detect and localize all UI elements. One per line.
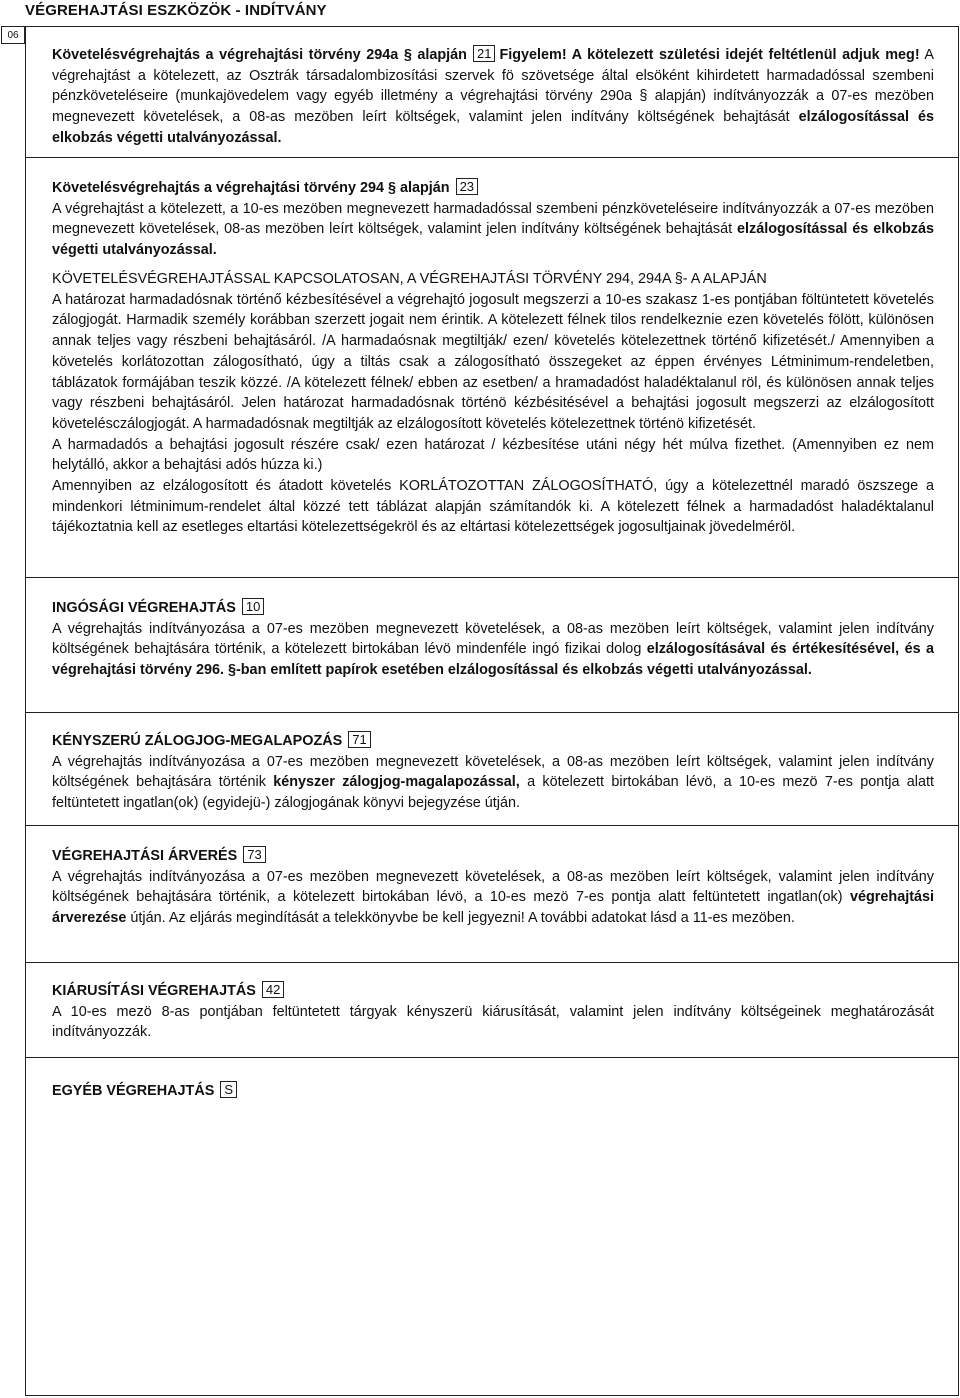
section-kenyszer-body2: a kötelezett birtokában lévö, a 10-es mezö 7-es pontja alatt feltüntetett ingatlan(ok) (egyidejü-) zálogjogának könyvi bejegyzése útján.: [52, 774, 934, 812]
section-kiarusitasi-heading: [52, 981, 934, 1002]
section-notes-p1: A határozat harmadadósnak történő kézbesítésével a végrehajtó jogosult megszerzi a 10-es szakasz 1-es pontjában föltüntetett követelés zálogjogát. Harmadik személy korábban szerzett jogait nem érintik. A kötelezett félnek tilos rendelkeznie ezen követelés fölött, különösen annak teljes vagy részbeni behajtásáról. /A harmadaósnak megtiltják/ ezen/ követelés kötelezettnek történő kifizetését./ Amennyiben a követelés korlátozottan zálogosítható, úgy a tiltás csak a zálogosítható összegeket az éppen érvényes Létminimum-rendeletben, táblázatok formájában teszik közzé. /A kötelezett félnek/ ebben az esetben/ a hramadadóst haladéktalanul röl, és különösen annak teljes vagy részbeni behajtásáról. Jelen határozat harmadadósnak történö kézbésitésével a behajtási jogosult megszerzi az elzálogosított követelésczálogjogát. A harmadadósnak megtiltják az elzálogosított követelés kötelezettnek történö kifizetését.: [52, 291, 934, 432]
section-egyeb-heading: [52, 1081, 934, 1102]
section-294a-title: Követelésvégrehajtás a végrehajtási törvény 294a § alapján: [52, 47, 467, 63]
section-294a-body: A végrehajtást a kötelezett, az Osztrák társadalombizosítási szervek fö szövetsége által elsöként kihirdetett harmadadóssal szembeni pénzköveteléseire (munkajövedelem vagy egyéb illetmény a végrehajtási törvény 290a § alapján) indítványozzák a 07-es mezöben megnevezett követelések, a 08-as mezöben leírt költségek, valamint jelen indítvány költségének behajtását: [52, 47, 934, 126]
section-arveres-title: VÉGREHAJTÁSI ÁRVERÉS: [52, 848, 238, 864]
section-notes-p2: A harmadadós a behajtási jogosult részére csak/ ezen határozat / kézbesítése utáni négy hét múlva fizethet. (Amennyiben ez nem helytálló, akkor a behajtási adós húzza ki.): [52, 436, 934, 474]
divider: [25, 157, 959, 158]
section-294-heading: [52, 178, 934, 199]
code-box-71: 71: [348, 731, 370, 748]
section-arveres-heading: [52, 846, 934, 867]
page-number-tab: 06: [1, 26, 25, 44]
section-294a-text: [52, 45, 934, 149]
section-kenyszer: [52, 731, 934, 814]
divider: [25, 962, 959, 963]
section-kenyszer-title: KÉNYSZERÚ ZÁLOGJOG-MEGALAPOZÁS: [52, 733, 343, 749]
section-294-title: Követelésvégrehajtás a végrehajtási törvény 294 § alapján: [52, 180, 450, 196]
section-arveres-bold: végrehajtási árverezése: [52, 889, 934, 927]
section-kenyszer-body1: A végrehajtás indítványozása a 07-es mezöben megnevezett követelések, a 08-as mezöben leírt költségek, valamint jelen indítvány költségének behajtására történik: [52, 753, 934, 791]
section-ingosagi-title: INGÓSÁGI VÉGREHAJTÁS: [52, 600, 236, 616]
divider: [25, 825, 959, 826]
code-box-s: S: [220, 1081, 237, 1098]
section-egyeb-title: EGYÉB VÉGREHAJTÁS: [52, 1083, 215, 1099]
section-kiarusitasi-text: A 10-es mezö 8-as pontjában feltüntetett tárgyak kényszerü kiárusítását, valamint jelen indítvány költségeinek meghatározását indítványozzák.: [52, 1003, 934, 1041]
section-ingosagi-bold: elzálogosításával és értékesítésével, és a végrehajtási törvény 296. §-ban említett papírok esetében elzálogosítással és elkobzás végetti utalványozással.: [52, 641, 934, 679]
code-box-42: 42: [262, 981, 284, 998]
section-arveres: [52, 846, 934, 929]
section-kiarusitasi-title: KIÁRUSÍTÁSI VÉGREHAJTÁS: [52, 983, 256, 999]
section-294: [52, 178, 934, 261]
divider: [25, 577, 959, 578]
section-294-body: A végrehajtást a kötelezett, a 10-es mezöben megnevezett harmadadóssal szembeni pénzköveteléseire indítványozzák a 07-es mezöben megnevezett követelések, 08-as mezöben leírt költségek, valamint jelen indítvány költségének behajtását: [52, 200, 934, 238]
section-294-text: [52, 199, 934, 261]
code-box-73: 73: [243, 846, 265, 863]
section-294a-warning: Figyelem! A kötelezett születési idejét feltétlenül adjuk meg!: [499, 47, 920, 63]
section-kenyszer-bold: kényszer zálogjog-magalapozással,: [273, 774, 520, 791]
divider: [25, 1057, 959, 1058]
section-ingosagi-body: A végrehajtás indítványozása a 07-es mezöben megnevezett követelések, a 08-as mezöben leírt költségek, valamint jelen indítvány költségének behajtására történik, a kötelezett birtokában lévö mindenféle ingó fizikai dolog: [52, 620, 934, 658]
section-arveres-body2: útján. Az eljárás megindítását a telekkönyvbe be kell jegyezni! A további adatokat lásd a 11-es mezöben.: [126, 910, 795, 927]
page-title: VÉGREHAJTÁSI ESZKÖZÖK - INDÍTVÁNY: [25, 2, 327, 19]
section-ingosagi: [52, 598, 934, 681]
section-kenyszer-heading: [52, 731, 934, 752]
section-notes-title: KÖVETELÉSVÉGREHAJTÁSSAL KAPCSOLATOSAN, A VÉGREHAJTÁSI TÖRVÉNY 294, 294A §- A ALAPJÁN: [52, 271, 767, 287]
section-kiarusitasi: [52, 981, 934, 1043]
section-kenyszer-text: [52, 752, 934, 814]
section-egyeb: [52, 1081, 934, 1102]
section-ingosagi-text: [52, 619, 934, 681]
section-ingosagi-heading: [52, 598, 934, 619]
section-arveres-body1: A végrehajtás indítványozása a 07-es mezöben megnevezett követelések, a 08-as mezöben leírt költségek, valamint jelen indítvány költségének behajtására történik, a kötelezett birtokában lévö, a 10-es mezö 7-es pontja alatt feltüntetett ingatlan(ok): [52, 868, 934, 906]
section-294a: [52, 45, 934, 149]
section-notes-p3: Amennyiben az elzálogosított és átadott követelés KORLÁTOZOTTAN ZÁLOGOSÍTHATÓ, úgy a kötelezettnél maradó öszszege a mindenkori létminimum-rendelet által közzé tett táblázat alapján számítandók ki. A kötelezett félnek a harmadadóst haladéktalanul tájékoztatnia kell az esetleges eltartási kötelezettségekröl és az eltártasi kötelezettségek jogosultjainak jövedelméröl.: [52, 478, 934, 536]
divider: [25, 712, 959, 713]
section-294a-bold: elzálogosítással és elkobzás végetti utalványozással.: [52, 109, 934, 146]
code-box-23: 23: [456, 178, 478, 195]
section-294-bold: elzálogosítással és elkobzás végetti utalványozással.: [52, 221, 934, 259]
code-box-21: 21: [473, 45, 495, 62]
code-box-10: 10: [242, 598, 264, 615]
section-notes: [52, 269, 934, 538]
section-arveres-text: [52, 867, 934, 929]
